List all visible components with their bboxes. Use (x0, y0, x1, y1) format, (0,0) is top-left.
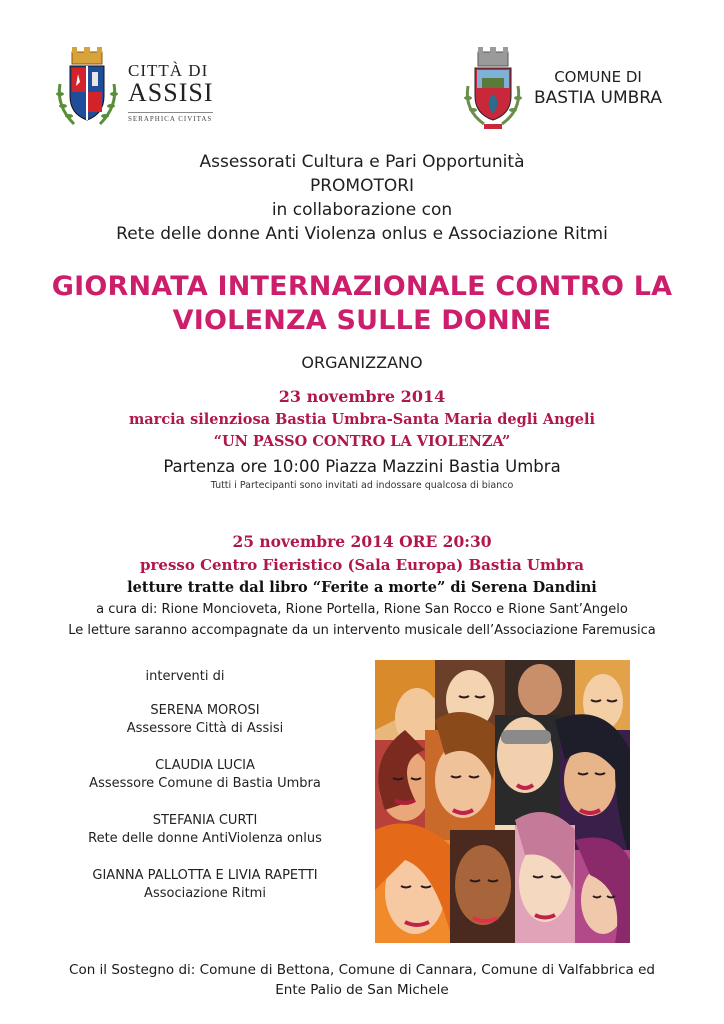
event-2-place: presso Centro Fieristico (Sala Europa) Bastia Umbra (140, 556, 584, 574)
speaker-role: Assessore Città di Assisi (126, 721, 284, 736)
speakers-list (40, 668, 370, 922)
women-faces-icon (375, 660, 630, 943)
assisi-logo (52, 44, 213, 132)
speaker-name: GIANNA PALLOTTA E LIVIA RAPETTI (92, 868, 318, 883)
event-1-date: 23 novembre 2014 (278, 387, 446, 406)
speaker-item (40, 702, 370, 738)
speaker-item (40, 867, 370, 903)
promoters-line: Rete delle donne Anti Violenza onlus e Associazione Ritmi (116, 224, 608, 244)
promoters-line: Assessorati Cultura e Pari Opportunità (199, 152, 525, 172)
speaker-name: CLAUDIA LUCIA (155, 758, 255, 773)
main-title (0, 270, 724, 338)
promoters-line: in collaborazione con (271, 200, 453, 220)
assisi-motto: SERAPHICA CIVITAS (128, 112, 213, 123)
footer-line2: Ente Palio de San Michele (275, 982, 449, 998)
event-1-motto: “UN PASSO CONTRO LA VIOLENZA” (213, 433, 511, 450)
event-2 (0, 531, 724, 641)
speaker-role: Rete delle donne AntiViolenza onlus (88, 831, 322, 846)
promoters-line: PROMOTORI (309, 176, 415, 196)
speaker-item (40, 757, 370, 793)
assisi-crest-icon (52, 44, 122, 132)
speaker-name: SERENA MOROSI (150, 703, 260, 718)
bastia-crest-icon (462, 44, 524, 132)
event-2-date: 25 novembre 2014 ORE 20:30 (232, 532, 492, 551)
assisi-line1: CITTÀ DI (128, 60, 209, 80)
event-1 (0, 385, 724, 492)
speakers-lead: interventi di (145, 669, 225, 684)
event-2-curated: a cura di: Rione Moncioveta, Rione Portella, Rione San Rocco e Rione Sant’Angelo (96, 602, 628, 617)
speaker-role: Assessore Comune di Bastia Umbra (89, 776, 321, 791)
event-2-music: Le letture saranno accompagnate da un intervento musicale dell’Associazione Faremusica (68, 623, 656, 638)
women-faces-illustration (375, 660, 630, 943)
organizzano-label: ORGANIZZANO (301, 353, 423, 372)
main-title-line2: VIOLENZA SULLE DONNE (172, 305, 552, 336)
main-title-line1: GIORNATA INTERNAZIONALE CONTRO LA (51, 271, 673, 302)
bastia-line2: BASTIA UMBRA (534, 88, 663, 108)
assisi-line2: ASSISI (128, 77, 214, 107)
bastia-logo (462, 44, 662, 132)
event-1-description: marcia silenziosa Bastia Umbra-Santa Maria degli Angeli (128, 411, 596, 428)
event-1-departure: Partenza ore 10:00 Piazza Mazzini Bastia Umbra (163, 457, 561, 476)
speaker-name: STEFANIA CURTI (152, 813, 258, 828)
speaker-item (40, 812, 370, 848)
footer-line1: Con il Sostegno di: Comune di Bettona, Comune di Cannara, Comune di Valfabbrica ed (69, 962, 655, 978)
event-1-note: Tutti i Partecipanti sono invitati ad indossare qualcosa di bianco (210, 480, 514, 491)
event-2-readings: letture tratte dal libro “Ferite a morte” di Serena Dandini (127, 579, 597, 596)
footer-support (0, 960, 724, 1000)
bastia-line1: COMUNE DI (554, 68, 642, 86)
promoters-block (0, 150, 724, 246)
speaker-role: Associazione Ritmi (144, 886, 266, 901)
